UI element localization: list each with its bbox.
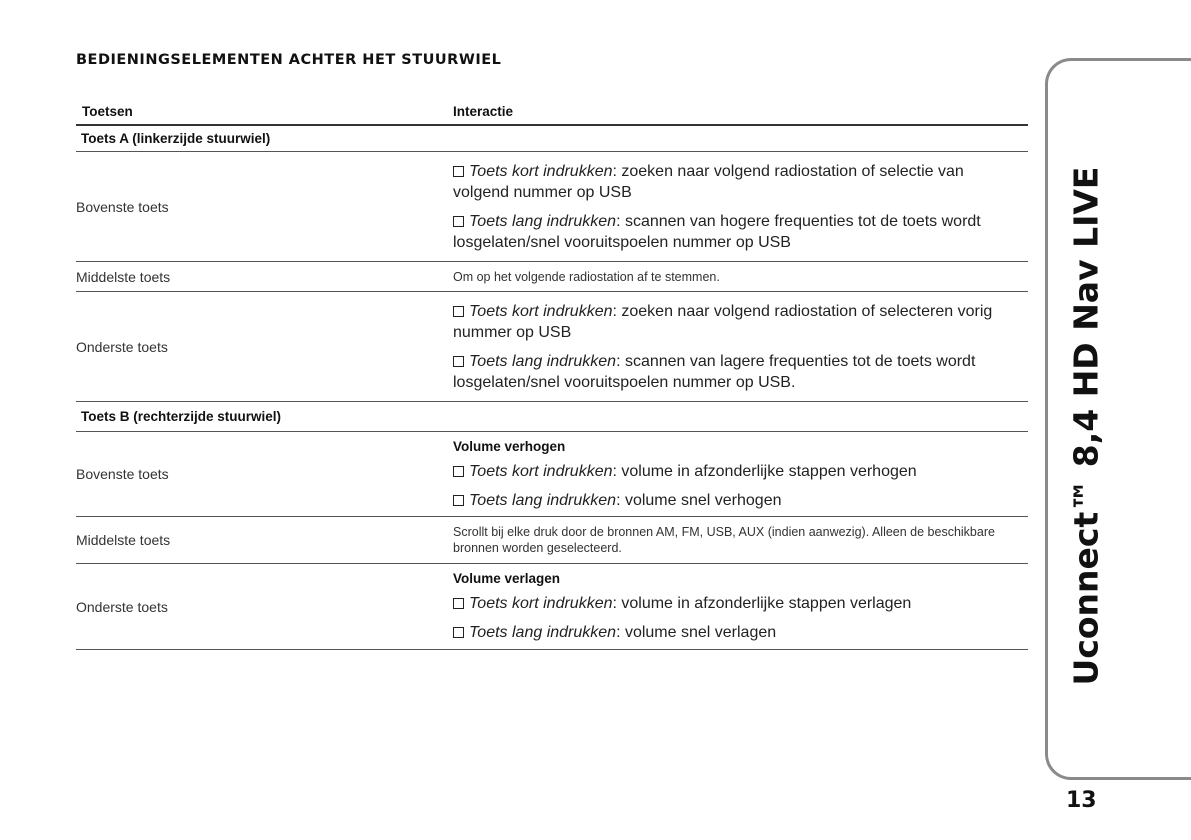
- list-item: [453, 161, 1028, 203]
- item-emphasis: Toets lang indrukken: [469, 212, 617, 230]
- table-row: [76, 262, 1028, 292]
- section-title-b: Toets B (rechterzijde stuurwiel): [76, 402, 1028, 432]
- square-bullet-icon: [453, 306, 464, 317]
- row-subtitle: Volume verlagen: [453, 571, 561, 586]
- row-label: Middelste toets: [76, 268, 171, 285]
- row-subtitle: Volume verhogen: [453, 439, 566, 454]
- row-content: [453, 262, 1028, 291]
- item-emphasis: Toets lang indrukken: [469, 352, 617, 370]
- table-row: [76, 292, 1028, 402]
- list-item: [453, 461, 1028, 482]
- row-content: [453, 152, 1028, 261]
- list-item: [453, 301, 1028, 343]
- item-text: : zoeken naar volgend radiostation of selectie van volgend nummer op USB: [453, 162, 964, 201]
- list-item: [453, 622, 1028, 643]
- list-item: [453, 351, 1028, 393]
- column-header-interaction: Interactie: [453, 103, 514, 119]
- list-item: [453, 490, 1028, 511]
- list-item: [453, 593, 1028, 614]
- controls-table: [76, 98, 1028, 650]
- row-content: [453, 564, 1028, 649]
- row-text: Scrollt bij elke druk door de bronnen AM, FM, USB, AUX (indien aanwezig). Alleen de beschikbare bronnen worden geselecteerd.: [453, 525, 995, 555]
- row-text: Om op het volgende radiostation af te stemmen.: [453, 269, 720, 284]
- row-label: Bovenste toets: [76, 198, 169, 215]
- item-text: : scannen van hogere frequenties tot de toets wordt losgelaten/snel vooruitspoelen nummer op USB: [453, 212, 981, 251]
- table-row: [76, 564, 1028, 650]
- square-bullet-icon: [453, 598, 464, 609]
- chapter-tab-title: Uconnect™ 8,4 HD Nav LIVE: [1066, 166, 1106, 686]
- item-text: : volume in afzonderlijke stappen verhogen: [612, 463, 917, 480]
- square-bullet-icon: [453, 466, 464, 477]
- row-content: [453, 432, 1028, 516]
- row-content: [453, 292, 1028, 401]
- table-row: [76, 517, 1028, 564]
- column-header-keys: Toetsen: [82, 103, 133, 119]
- square-bullet-icon: [453, 356, 464, 367]
- square-bullet-icon: [453, 166, 464, 177]
- list-item: [453, 211, 1028, 253]
- item-emphasis: Toets lang indrukken: [469, 624, 617, 641]
- row-label: Onderste toets: [76, 338, 168, 355]
- item-text: : volume snel verhogen: [616, 492, 782, 509]
- square-bullet-icon: [453, 627, 464, 638]
- section-title-a: Toets A (linkerzijde stuurwiel): [76, 126, 1028, 152]
- item-text: : volume in afzonderlijke stappen verlagen: [612, 595, 912, 612]
- item-emphasis: Toets lang indrukken: [469, 492, 617, 509]
- square-bullet-icon: [453, 495, 464, 506]
- row-label: Middelste toets: [76, 532, 171, 548]
- row-content: [453, 517, 1028, 563]
- item-emphasis: Toets kort indrukken: [469, 302, 613, 320]
- row-label: Onderste toets: [76, 598, 168, 615]
- item-text: : volume snel verlagen: [616, 624, 777, 641]
- item-emphasis: Toets kort indrukken: [469, 162, 613, 180]
- row-label: Bovenste toets: [76, 466, 169, 482]
- item-emphasis: Toets kort indrukken: [469, 595, 613, 612]
- table-row: [76, 432, 1028, 517]
- table-row: [76, 152, 1028, 262]
- square-bullet-icon: [453, 216, 464, 227]
- page-number: 13: [1066, 788, 1097, 813]
- page-heading: BEDIENINGSELEMENTEN ACHTER HET STUURWIEL: [76, 52, 502, 68]
- item-emphasis: Toets kort indrukken: [469, 463, 613, 480]
- item-text: : scannen van lagere frequenties tot de toets wordt losgelaten/snel vooruitspoelen nummer op USB.: [453, 352, 976, 391]
- table-header: [76, 98, 1028, 126]
- item-text: : zoeken naar volgend radiostation of selecteren vorig nummer op USB: [453, 302, 993, 341]
